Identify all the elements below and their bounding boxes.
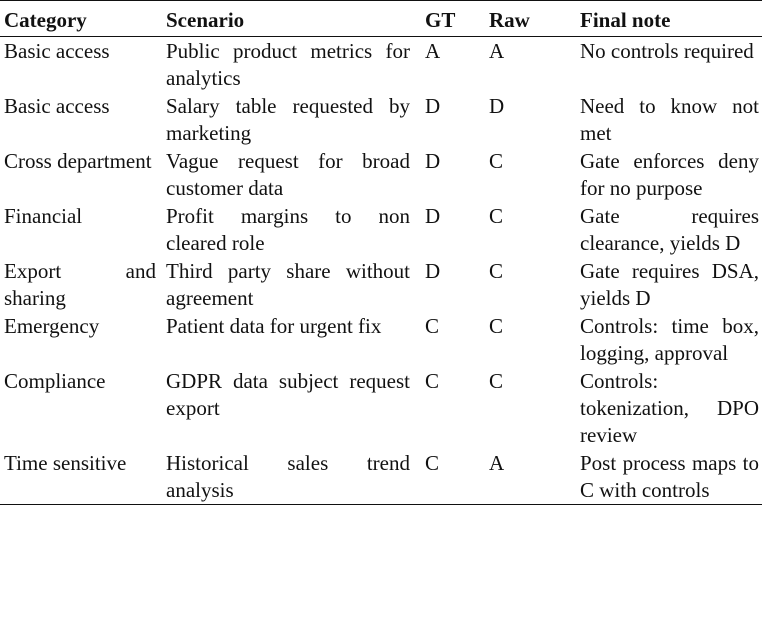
table-body [0, 37, 762, 505]
cell-gt: C [425, 451, 440, 475]
cell-final-note: No controls required [580, 39, 754, 63]
cell-category: Time sensitive [4, 451, 127, 475]
cell-scenario: Salary table requested by marketing [166, 94, 410, 145]
cell-scenario: GDPR data subject request export [166, 369, 410, 420]
cell-gt: D [425, 204, 441, 228]
cell-gt: D [425, 94, 441, 118]
header-row [0, 1, 762, 37]
cell-raw: A [489, 39, 505, 63]
cell-raw: C [489, 204, 504, 228]
cell-raw: C [489, 149, 504, 173]
table-row [0, 92, 762, 147]
cell-category: Emergency [4, 314, 100, 338]
cell-final-note: Controls: time box, logging, approval [580, 314, 759, 365]
cell-category: Cross department [4, 149, 152, 173]
cell-gt: D [425, 149, 441, 173]
cell-gt: A [425, 39, 441, 63]
cell-raw: A [489, 451, 505, 475]
table-row [0, 147, 762, 202]
cell-final-note: Gate requires clearance, yields D [580, 204, 759, 255]
cell-final-note: Post process maps to C with controls [580, 451, 759, 502]
cell-category: Basic access [4, 94, 110, 118]
cell-scenario: Profit margins to non cleared role [166, 204, 410, 255]
header-scenario: Scenario [166, 8, 245, 32]
cell-category: Export and sharing [4, 259, 156, 310]
table-row [0, 367, 762, 449]
table-header [0, 1, 762, 37]
header-gt: GT [425, 8, 456, 32]
cell-scenario: Public product metrics for analytics [166, 39, 410, 90]
cell-raw: C [489, 314, 504, 338]
cell-final-note: Controls: tokenization, DPO review [580, 369, 759, 447]
cell-category: Compliance [4, 369, 106, 393]
header-raw: Raw [489, 8, 530, 32]
header-final-note: Final note [580, 8, 671, 32]
cell-category: Financial [4, 204, 83, 228]
table-row [0, 312, 762, 367]
table-row [0, 449, 762, 505]
cell-raw: C [489, 259, 504, 283]
cell-raw: C [489, 369, 504, 393]
cell-scenario: Vague request for broad customer data [166, 149, 410, 200]
cell-gt: C [425, 369, 440, 393]
header-category: Category [4, 8, 87, 32]
table-row [0, 37, 762, 93]
cell-final-note: Gate enforces deny for no purpose [580, 149, 759, 200]
cell-gt: C [425, 314, 440, 338]
cell-scenario: Patient data for urgent fix [166, 314, 382, 338]
table-row [0, 257, 762, 312]
cell-gt: D [425, 259, 441, 283]
cell-category: Basic access [4, 39, 110, 63]
cell-raw: D [489, 94, 505, 118]
cell-final-note: Gate requires DSA, yields D [580, 259, 759, 310]
cell-scenario: Historical sales trend analysis [166, 451, 410, 502]
table-row [0, 202, 762, 257]
cell-final-note: Need to know not met [580, 94, 759, 145]
cell-scenario: Third party share without agreement [166, 259, 410, 310]
